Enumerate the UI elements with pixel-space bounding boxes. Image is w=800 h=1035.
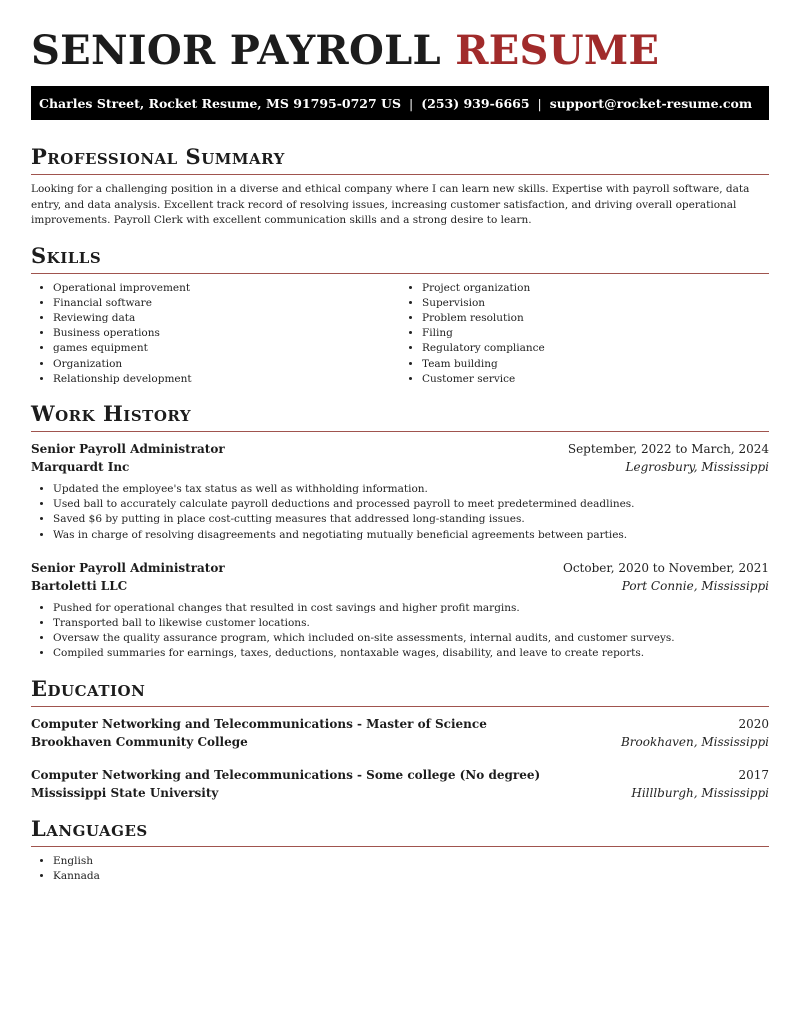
education-location: Brookhaven, Mississippi bbox=[620, 734, 769, 749]
list-item: • Supervision bbox=[422, 296, 769, 311]
education-section bbox=[31, 676, 769, 802]
work-heading: Work History bbox=[31, 401, 769, 432]
contact-separator: | bbox=[537, 95, 542, 111]
job-location: Legrosbury, Mississippi bbox=[625, 459, 769, 474]
job-dates: October, 2020 to November, 2021 bbox=[562, 560, 769, 575]
skills-left-list bbox=[31, 281, 400, 387]
job-entry bbox=[31, 440, 769, 543]
list-item: • Relationship development bbox=[53, 372, 400, 387]
skills-section bbox=[31, 243, 769, 387]
job-title: Senior Payroll Administrator bbox=[31, 441, 225, 456]
summary-text: Looking for a challenging position in a diverse and ethical company where I can learn new skills. Expertise with payroll software, data entry, and data analysis. Excellent track record of resolving issues, increasing customer satisfaction, and driving overall operational improvements. Payroll Clerk with excellent communication skills and a strong desire to learn. bbox=[31, 183, 750, 226]
work-section bbox=[31, 401, 769, 662]
education-year: 2020 bbox=[738, 716, 769, 731]
contact-phone: (253) 939-6665 bbox=[421, 95, 530, 111]
list-item: • Saved $6 by putting in place cost-cutting measures that addressed long-standing issues. bbox=[53, 512, 769, 527]
education-degree: Computer Networking and Telecommunications - Some college (No degree) bbox=[31, 767, 541, 782]
education-year: 2017 bbox=[738, 767, 769, 782]
languages-section bbox=[31, 816, 769, 884]
skills-right-list bbox=[400, 281, 769, 387]
languages-list bbox=[31, 854, 769, 884]
list-item: • Regulatory compliance bbox=[422, 341, 769, 356]
contact-email: support@rocket-resume.com bbox=[549, 95, 753, 111]
job-company: Bartoletti LLC bbox=[31, 578, 128, 593]
education-entry bbox=[31, 766, 769, 802]
education-entry bbox=[31, 715, 769, 751]
list-item: • Organization bbox=[53, 357, 400, 372]
education-school: Brookhaven Community College bbox=[31, 734, 248, 749]
list-item: • Was in charge of resolving disagreements and negotiating mutually beneficial agreements between parties. bbox=[53, 528, 769, 543]
summary-section bbox=[31, 144, 769, 229]
list-item: • Reviewing data bbox=[53, 311, 400, 326]
job-bullets bbox=[31, 482, 769, 543]
education-school: Mississippi State University bbox=[31, 785, 219, 800]
list-item: • Updated the employee's tax status as well as withholding information. bbox=[53, 482, 769, 497]
list-item: • Project organization bbox=[422, 281, 769, 296]
contact-separator: | bbox=[408, 95, 414, 111]
title-accent: RESUME bbox=[455, 27, 660, 74]
list-item: • Customer service bbox=[422, 372, 769, 387]
list-item: • Oversaw the quality assurance program, which included on-site assessments, internal audits, and customer surveys. bbox=[53, 631, 769, 646]
list-item: • Operational improvement bbox=[53, 281, 400, 296]
job-bullets bbox=[31, 601, 769, 662]
education-heading: Education bbox=[31, 676, 769, 707]
list-item: • Filing bbox=[422, 326, 769, 341]
job-dates: September, 2022 to March, 2024 bbox=[567, 441, 769, 456]
job-entry bbox=[31, 559, 769, 662]
skills-columns bbox=[31, 281, 769, 387]
list-item: • Pushed for operational changes that resulted in cost savings and higher profit margins. bbox=[53, 601, 769, 616]
list-item: • games equipment bbox=[53, 341, 400, 356]
job-location: Port Connie, Mississippi bbox=[621, 578, 769, 593]
contact-bar bbox=[31, 86, 769, 120]
education-location: Hilllburgh, Mississippi bbox=[631, 785, 769, 800]
title-main: SENIOR PAYROLL bbox=[31, 27, 441, 74]
languages-heading: Languages bbox=[31, 816, 769, 847]
list-item: • Business operations bbox=[53, 326, 400, 341]
list-item: • Problem resolution bbox=[422, 311, 769, 326]
list-item: • Used ball to accurately calculate payroll deductions and processed payroll to meet predetermined deadlines. bbox=[53, 497, 769, 512]
list-item: • Financial software bbox=[53, 296, 400, 311]
list-item: • English bbox=[53, 854, 769, 869]
job-title: Senior Payroll Administrator bbox=[31, 560, 225, 575]
list-item: • Team building bbox=[422, 357, 769, 372]
education-degree: Computer Networking and Telecommunications - Master of Science bbox=[31, 716, 487, 731]
summary-heading: Professional Summary bbox=[31, 144, 769, 175]
job-company: Marquardt Inc bbox=[31, 459, 130, 474]
list-item: • Transported ball to likewise customer locations. bbox=[53, 616, 769, 631]
skills-heading: Skills bbox=[31, 243, 769, 274]
list-item: • Kannada bbox=[53, 869, 769, 884]
list-item: • Compiled summaries for earnings, taxes, deductions, nontaxable wages, disability, and leave to create reports. bbox=[53, 646, 769, 661]
page-title bbox=[31, 0, 769, 74]
contact-address: Charles Street, Rocket Resume, MS 91795-0727 US bbox=[39, 95, 401, 111]
